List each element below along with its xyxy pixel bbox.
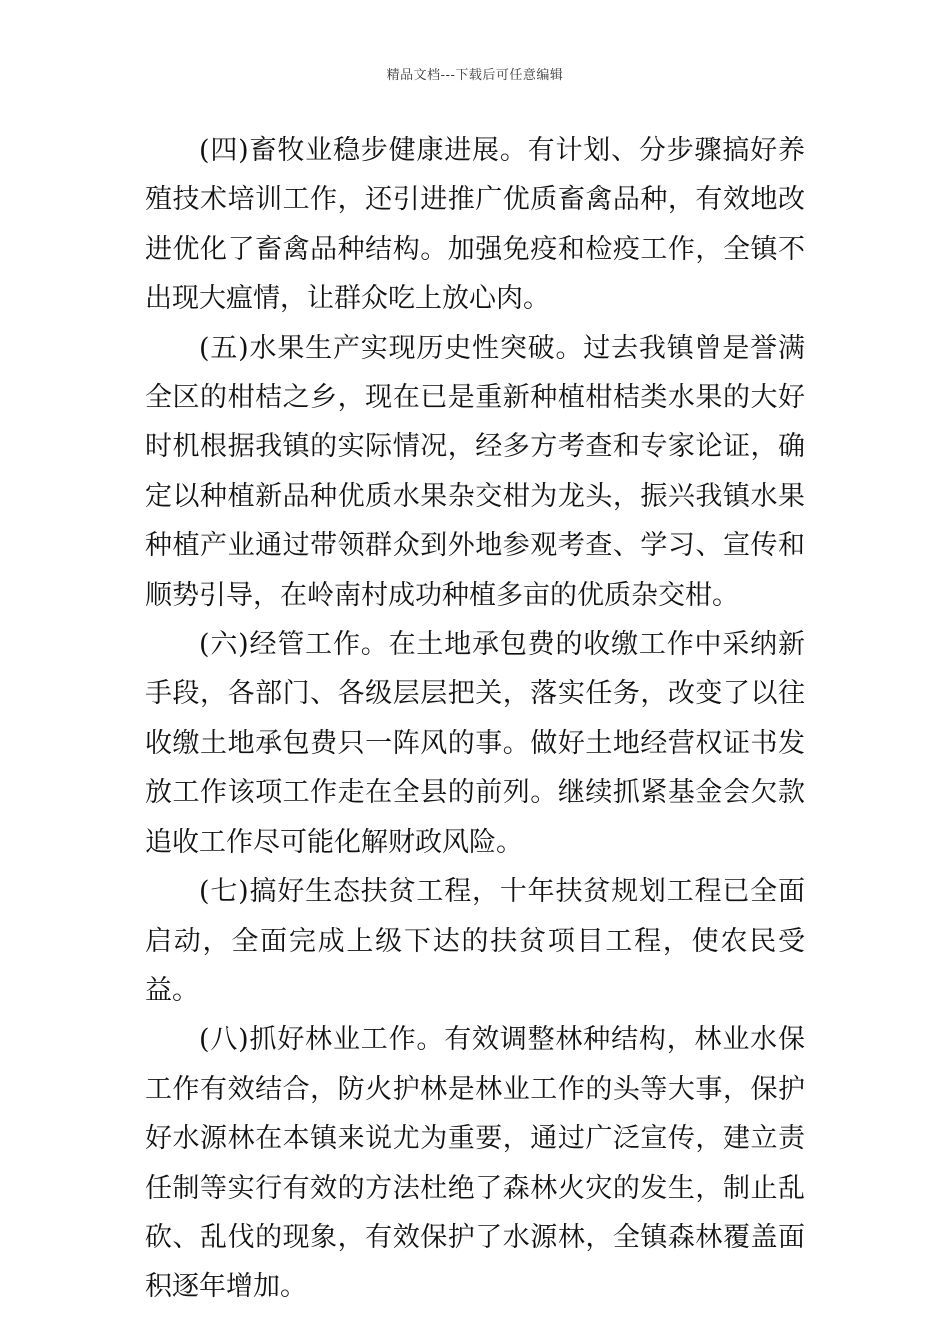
page-header: 精品文档---下载后可任意编辑 [386,68,564,83]
paragraph-management: (六)经管工作。在土地承包费的收缴工作中采纳新手段，各部门、各级层层把关，落实任务，改变了以往收缴土地承包费只一阵风的事。做好土地经营权证书发放工作该项工作走在全县的前列。继续抓紧基金会欠款追收工作尽可能化解财政风险。 [145,629,805,858]
paragraph-livestock: (四)畜牧业稳步健康进展。有计划、分步骤搞好养殖技术培训工作，还引进推广优质畜禽品种，有效地改进优化了畜禽品种结构。加强免疫和检疫工作，全镇不出现大瘟情，让群众吃上放心肉。 [145,135,805,315]
document-body [145,126,805,1312]
paragraph-poverty: (七)搞好生态扶贫工程，十年扶贫规划工程已全面启动，全面完成上级下达的扶贫项目工程，使农民受益。 [145,876,805,1006]
paragraph-forestry: (八)抓好林业工作。有效调整林种结构，林业水保工作有效结合，防火护林是林业工作的头等大事，保护好水源林在本镇来说尤为重要，通过广泛宣传，建立责任制等实行有效的方法杜绝了森林火灾的发生，制止乱砍、乱伐的现象，有效保护了水源林，全镇森林覆盖面积逐年增加。 [145,1024,805,1303]
paragraph-fruit: (五)水果生产实现历史性突破。过去我镇曾是誉满全区的柑桔之乡，现在已是重新种植柑桔类水果的大好时机根据我镇的实际情况，经多方考查和专家论证，确定以种植新品种优质水果杂交柑为龙头，振兴我镇水果种植产业通过带领群众到外地参观考查、学习、宣传和顺势引导，在岭南村成功种植多亩的优质杂交柑。 [145,332,805,611]
